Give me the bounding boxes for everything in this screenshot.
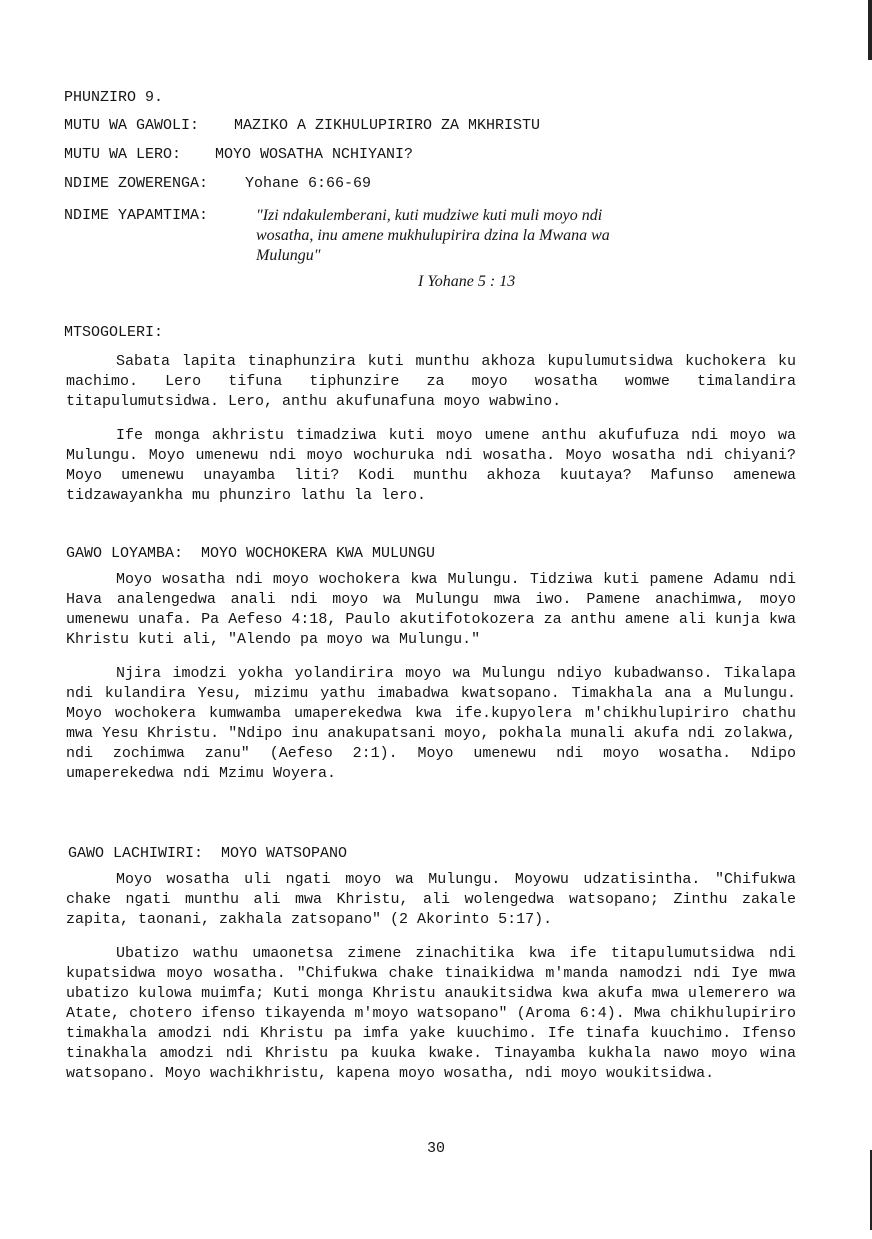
intro-paragraph-1: Sabata lapita tinaphunzira kuti munthu akhoza kupulumutsidwa kuchokera ku machimo. Lero tifuna tiphunzire za moyo wosatha womwe timalandira titapulumutsidwa. Lero, anthu akufunafuna moyo wabwino. xyxy=(66,353,796,410)
intro-paragraph-2: Ife monga akhristu timadziwa kuti moyo umene anthu akufufuza ndi moyo wa Mulungu. Moyo umenewu ndi moyo wochuruka ndi wosatha. Moyo wosatha ndi chiyani? Moyo umenewu unayamba liti? Kodi munthu akhoza kuutaya? Mafunso amenewa tidzawayankha mu phunziro lathu la lero. xyxy=(66,427,796,504)
section-2-paragraph-2: Ubatizo wathu umaonetsa zimene zinachitika kwa ife titapulumutsidwa ndi kupatsidwa moyo wosatha. "Chifukwa chake tinaikidwa m'manda namodzi ndi Iye mwa ubatizo kulowa muimfa; Kuti monga Khristu anaukitsidwa kwa akufa mwa ulemerero wa Atate, chotero ifenso tikayenda m'moyo watsopano" (Aroma 6:4). Mwa chikhulupiriro timakhala amodzi ndi Khristu pa imfa yake kuuchimo. Ife tinafa kuuchimo. Ifenso tinakhala amodzi ndi Khristu pa kuuka kwake. Tinayamba kukhala nawo moyo wina watsopano. Moyo wachikhristu, kapena moyo wosatha, ndi moyo woukitsidwa. xyxy=(66,945,796,1082)
page-number: 30 xyxy=(426,1140,445,1157)
section-2-paragraph-1: Moyo wosatha uli ngati moyo wa Mulungu. Moyowu udzatisintha. "Chifukwa chake ngati munthu ali mwa Khristu, ali wolengedwa watsopano; Zinthu zakale zapita, taonani, zakhala zatsopano" (2 Akorinto 5:17). xyxy=(66,871,796,928)
section-1-heading: GAWO LOYAMBA: MOYO WOCHOKERA KWA MULUNGU xyxy=(66,545,436,562)
memory-verse-reference: I Yohane 5 : 13 xyxy=(418,273,516,290)
scan-edge-shadow-top xyxy=(868,0,872,60)
memory-verse-line-1: "Izi ndakulemberani, kuti mudziwe kuti muli moyo ndi xyxy=(256,207,603,224)
reading-reference: Yohane 6:66-69 xyxy=(245,175,372,192)
main-topic: MAZIKO A ZIKHULUPIRIRO ZA MKHRISTU xyxy=(234,117,541,134)
section-1-body xyxy=(66,570,796,784)
reading-label: NDIME ZOWERENGA: xyxy=(64,175,209,192)
intro-heading: MTSOGOLERI: xyxy=(64,324,164,341)
memory-verse-label: NDIME YAPAMTIMA: xyxy=(64,207,209,224)
intro-body xyxy=(66,352,796,506)
section-2-heading: GAWO LACHIWIRI: MOYO WATSOPANO xyxy=(68,845,348,862)
section-1-paragraph-2: Njira imodzi yokha yolandirira moyo wa Mulungu ndiyo kubadwanso. Tikalapa ndi kulandira Yesu, mizimu yathu imabadwa kwatsopano. Timakhala ana a Mulungu. Moyo wochokera kumwamba umaperekedwa kwa ife.kupyolera m'chikhulupiriro chathu mwa Yesu Khristu. "Ndipo inu anakupatsani moyo, pokhala munali akufa ndi zolakwa, ndi zochimwa zanu" (Aefeso 2:1). Moyo umenewu ndi moyo wosatha. Ndipo umaperekedwa ndi Mzimu Woyera. xyxy=(66,665,796,782)
today-topic: MOYO WOSATHA NCHIYANI? xyxy=(215,146,414,163)
section-2-body xyxy=(66,870,796,1084)
section-1-paragraph-1: Moyo wosatha ndi moyo wochokera kwa Mulungu. Tidziwa kuti pamene Adamu ndi Hava analengedwa anali ndi moyo wa Mulungu mwa iwo. Pamene anachimwa, moyo umenewu unafa. Pa Aefeso 4:18, Paulo akutifotokozera za anthu amene ali kunja kwa Khristu kuti ali, "Alendo pa moyo wa Mulungu." xyxy=(66,571,796,648)
today-topic-label: MUTU WA LERO: xyxy=(64,146,182,163)
memory-verse-line-3: Mulungu" xyxy=(256,247,321,264)
main-topic-label: MUTU WA GAWOLI: xyxy=(64,117,200,134)
lesson-number: PHUNZIRO 9. xyxy=(64,89,164,106)
memory-verse-line-2: wosatha, inu amene mukhulupirira dzina la Mwana wa xyxy=(256,227,610,244)
